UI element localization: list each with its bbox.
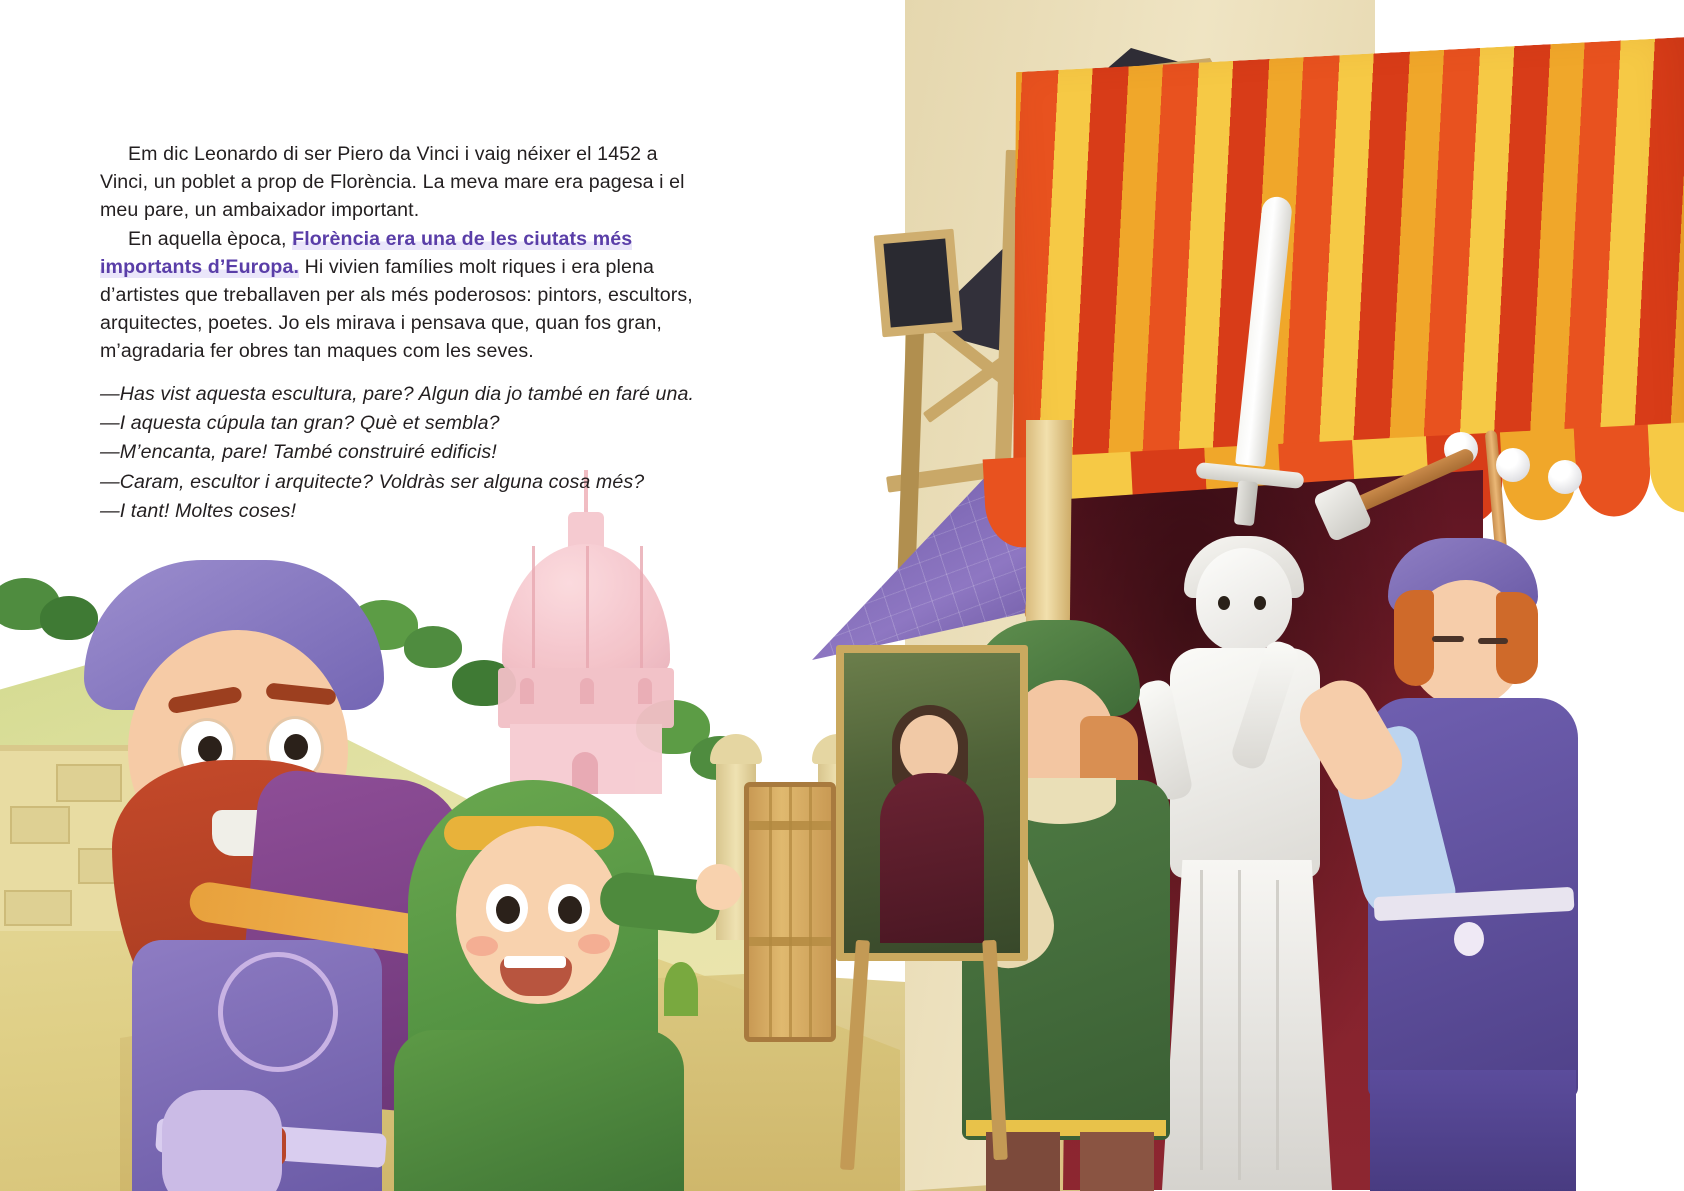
- awning-scallop: [1648, 421, 1684, 515]
- sculptor-buckle: [1454, 922, 1484, 956]
- dialogue-list: [100, 380, 710, 527]
- child-cheek: [466, 936, 498, 956]
- awning-scallop: [1574, 425, 1653, 519]
- dome-window: [638, 678, 652, 704]
- body-text-column: [100, 140, 710, 527]
- dialogue-line-1: —Has vist aquesta escultura, pare? Algun dia jo també en faré una.: [100, 382, 695, 405]
- father-sleeve: [162, 1090, 282, 1191]
- child-cheek: [578, 934, 610, 954]
- paragraph-2-rest: Hi vivien famílies molt riques i era plena d’artistes que treballaven per als més poderosos: pintors, escultors, arquitectes, poetes. Jo els mirava i pensava que, quan fos gran, m’agradaria fer obres tan maques com les seves.: [100, 255, 693, 363]
- easel-painting: [836, 645, 1028, 961]
- awning-knob: [1496, 448, 1530, 482]
- child-pupil: [558, 896, 582, 924]
- statue-fold: [1276, 880, 1279, 1170]
- dome-window: [520, 678, 534, 704]
- statue-head: [1196, 548, 1292, 652]
- paragraph-1: Em dic Leonardo di ser Piero da Vinci i vaig néixer el 1452 a Vinci, un poblet a prop de Florència. La meva mare era pagesa i el meu pare, un ambaixador important.: [100, 143, 685, 222]
- awning-knob: [1548, 460, 1582, 494]
- gate-plank: [789, 787, 792, 1037]
- child-hand: [696, 864, 742, 910]
- dome-window: [580, 678, 594, 704]
- sculptor-eye-closed: [1432, 636, 1464, 642]
- sword-grip: [1234, 480, 1258, 526]
- wooden-gate: [744, 782, 836, 1042]
- painting-figure-head: [900, 715, 958, 781]
- sculptor-figure: [1350, 530, 1600, 1190]
- painter-leg: [1080, 1132, 1154, 1191]
- child-tooth: [504, 956, 566, 968]
- statue-eye: [1254, 596, 1266, 610]
- building-window-mid: [874, 229, 963, 338]
- sculptor-skirt: [1370, 1070, 1576, 1191]
- highlighted-phrase: Florència era una de les ciutats més importants d’Europa.: [100, 227, 633, 278]
- child-pupil: [496, 896, 520, 924]
- grass-sprout-icon: [664, 962, 698, 1016]
- gate-plank: [809, 787, 812, 1037]
- father-necklace: [218, 952, 338, 1072]
- dome-rib: [532, 546, 535, 672]
- dialogue-line-5: —I tant! Moltes coses!: [100, 500, 297, 523]
- statue-fold: [1200, 870, 1203, 1170]
- dialogue-line-3: —M’encanta, pare! També construiré edificis!: [100, 441, 497, 464]
- gate-plank: [769, 787, 772, 1037]
- dome-rib: [586, 546, 589, 672]
- dome-rib: [640, 546, 643, 672]
- statue-fold: [1238, 870, 1241, 1180]
- painting-figure-body: [880, 773, 984, 943]
- child-cloak: [394, 1030, 684, 1191]
- sculptor-hair: [1394, 590, 1434, 686]
- dialogue-line-4: —Caram, escultor i arquitecte? Voldràs ser alguna cosa més?: [100, 470, 645, 493]
- sculptor-eye-closed: [1478, 638, 1508, 644]
- dialogue-line-2: —I aquesta cúpula tan gran? Què et sembla?: [100, 412, 500, 435]
- paragraph-2-lead: En aquella època,: [128, 227, 293, 250]
- wall-brick: [10, 806, 70, 844]
- paragraph-2: [100, 225, 710, 366]
- painting-canvas: [844, 653, 1020, 953]
- father-pupil: [284, 734, 308, 760]
- father-pupil: [198, 736, 222, 762]
- statue-eye: [1218, 596, 1230, 610]
- wall-brick: [4, 890, 72, 926]
